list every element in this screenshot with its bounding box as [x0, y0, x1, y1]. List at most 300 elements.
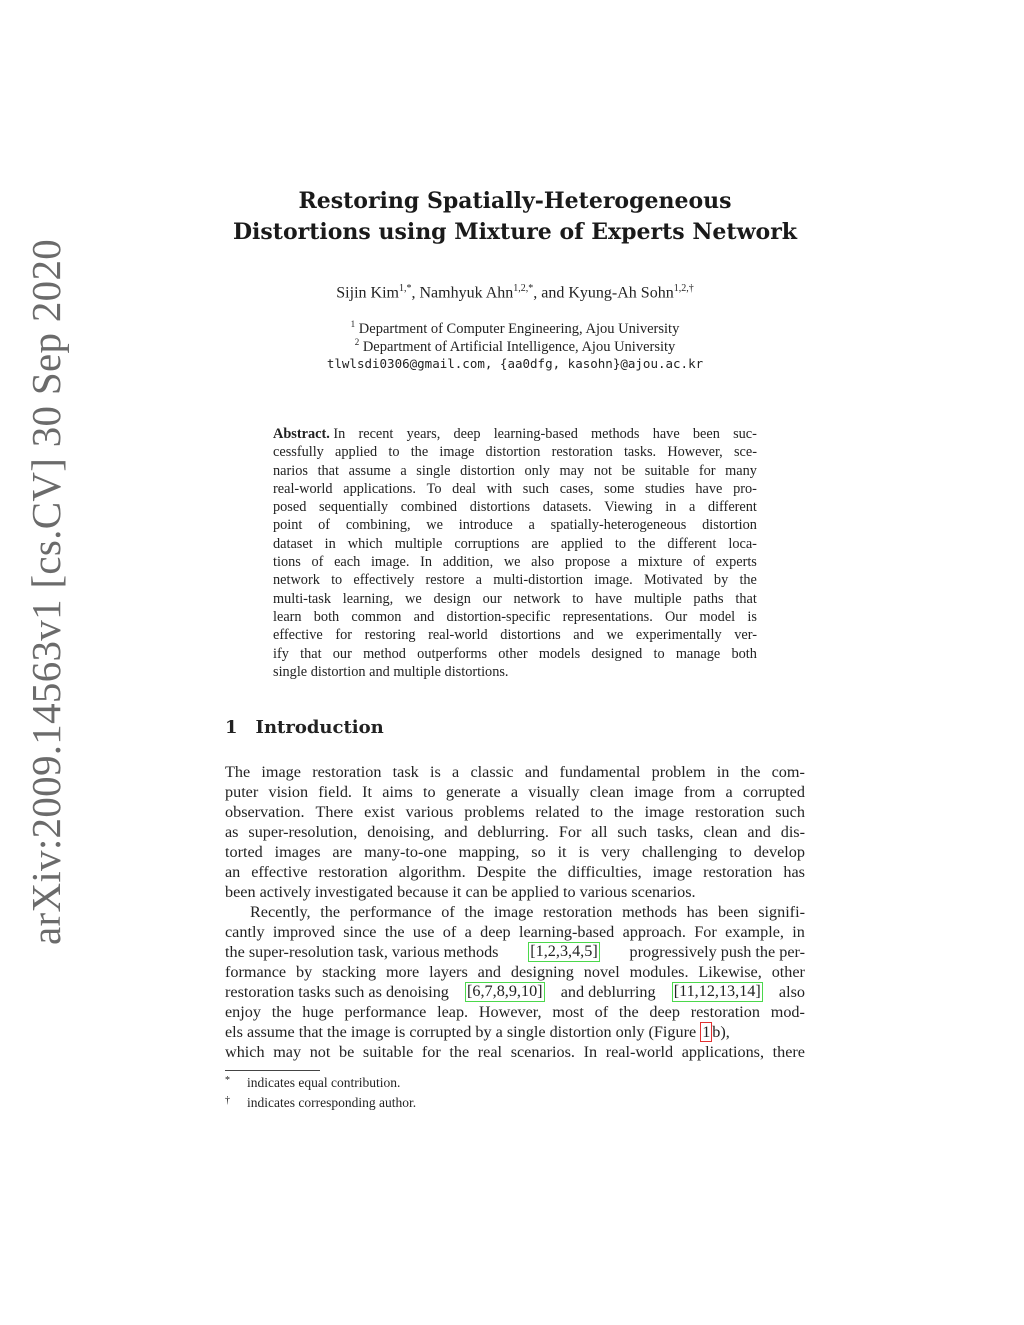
word: in — [716, 763, 730, 781]
body-text-fragment: also — [778, 983, 805, 1001]
word: a — [475, 572, 482, 589]
word: formance — [225, 963, 287, 981]
section-heading-introduction — [225, 717, 384, 738]
word: the — [618, 1003, 639, 1021]
word: pro- — [733, 480, 757, 497]
word: posed — [273, 499, 307, 516]
word: real — [477, 1043, 503, 1061]
word: signifi- — [758, 903, 805, 921]
word: for — [698, 462, 716, 479]
body-text-fragment: els assume that the image is corrupted by a single distortion only (Figure — [225, 1023, 701, 1041]
word: deep — [649, 1003, 680, 1021]
word: studies — [645, 480, 685, 497]
author-list — [200, 283, 830, 302]
word: cases, — [559, 480, 594, 497]
word: and — [524, 763, 549, 781]
word: we — [606, 627, 624, 644]
word: of — [441, 903, 455, 921]
word: designing — [510, 963, 574, 981]
word: In — [420, 554, 433, 571]
citation-link-super-resolution[interactable]: [1,2,3,4,5] — [530, 942, 598, 960]
word: both — [313, 608, 340, 625]
abstract-line — [273, 516, 757, 534]
word: restoration — [312, 763, 382, 781]
word: we — [426, 517, 443, 534]
word: difficulties, — [567, 863, 642, 881]
word: has — [783, 863, 805, 881]
word: not — [593, 462, 613, 479]
word: and — [444, 823, 468, 841]
word: for — [421, 1043, 441, 1061]
affiliation-text: Department of Artificial Intelligence, Ajou University — [362, 338, 676, 355]
word: clean — [589, 783, 624, 801]
abstract-line — [273, 608, 757, 626]
word: corrupted — [742, 783, 805, 801]
word: stacking — [322, 963, 377, 981]
word: in — [324, 535, 336, 552]
word: the — [613, 803, 634, 821]
word: Likewise, — [698, 963, 762, 981]
word: propose — [564, 554, 611, 571]
word: outperforms — [417, 645, 488, 662]
word: multiple — [633, 590, 682, 607]
word: narios — [273, 462, 308, 479]
word: of — [311, 554, 324, 571]
word: novel — [583, 963, 620, 981]
word: and — [573, 627, 594, 644]
word: paths — [693, 590, 724, 607]
word: to — [388, 444, 400, 461]
word: such — [522, 480, 549, 497]
word: cessfully — [273, 444, 324, 461]
word: in — [792, 923, 805, 941]
abstract-line — [273, 480, 757, 498]
body-line — [225, 982, 805, 1002]
word: related — [535, 803, 580, 821]
body-line: been actively investigated because it can be applied to various scenarios. — [225, 883, 696, 901]
word: dataset — [273, 535, 313, 552]
affiliation-mark: 2 — [354, 337, 360, 347]
word: real-world — [428, 627, 488, 644]
word: years, — [406, 426, 441, 442]
word: The — [225, 763, 251, 781]
word: enjoy — [225, 1003, 261, 1021]
word: the — [410, 444, 429, 461]
word: a — [464, 923, 472, 941]
word: model — [699, 608, 736, 625]
footnote-corresponding-author — [225, 1095, 416, 1111]
word: such — [775, 803, 805, 821]
word: manage — [675, 645, 721, 662]
footnote-mark: † — [225, 1095, 230, 1106]
introduction-body — [225, 762, 805, 1062]
word: restoring — [364, 627, 416, 644]
abstract-label: Abstract. — [273, 426, 330, 442]
word: deep — [480, 923, 511, 941]
word: problems — [464, 803, 525, 821]
word: huge — [302, 1003, 334, 1021]
word: learning, — [342, 590, 394, 607]
word: been — [717, 903, 749, 921]
word: For — [694, 923, 717, 941]
word: that — [300, 645, 322, 662]
word: common — [351, 608, 402, 625]
affiliation-text: Department of Computer Engineering, Ajou University — [358, 320, 680, 337]
word: assume — [348, 462, 391, 479]
word: a — [400, 462, 407, 479]
word: design — [433, 590, 471, 607]
word: clean — [703, 823, 738, 841]
word: sequentially — [318, 499, 389, 516]
word: method — [363, 645, 406, 662]
word: suitable — [644, 462, 690, 479]
word: introduce — [458, 517, 513, 534]
word: different — [667, 535, 717, 552]
section-title: Introduction — [255, 717, 384, 738]
word: a — [688, 499, 696, 516]
body-text-fragment: restoration tasks such as denoising — [225, 983, 449, 1001]
word: vision — [268, 783, 309, 801]
word: distortion — [485, 444, 541, 461]
paper-title — [200, 186, 830, 248]
word: to — [614, 535, 627, 552]
word: torted — [225, 843, 263, 861]
word: algorithm. — [398, 863, 466, 881]
word: example, — [725, 923, 784, 941]
word: recent — [358, 426, 394, 442]
word: that — [317, 462, 340, 479]
word: generate — [445, 783, 501, 801]
word: network — [273, 572, 320, 589]
body-line — [225, 802, 805, 822]
abstract-line — [273, 462, 757, 480]
word: to — [729, 843, 742, 861]
arxiv-identifier-stamp: arXiv:2009.14563v1 [cs.CV] 30 Sep 2020 — [23, 238, 69, 945]
word: modules. — [629, 963, 689, 981]
word: applications, — [681, 1043, 765, 1061]
word: spatially-heterogeneous — [550, 517, 687, 534]
word: However, — [478, 1003, 542, 1021]
word: There — [315, 803, 354, 821]
word: many-to-one — [364, 843, 447, 861]
word: combining, — [345, 517, 411, 534]
word: as — [225, 823, 239, 841]
word: multiple — [394, 535, 443, 552]
word: more — [385, 963, 420, 981]
word: to — [331, 572, 343, 589]
author-affil-mark: 1,2,† — [673, 283, 694, 294]
author-affil-mark: 1,2,* — [513, 283, 534, 294]
word: so — [531, 843, 546, 861]
word: com- — [771, 763, 805, 781]
author-name: Namhyuk Ahn — [419, 284, 514, 302]
word: is — [578, 843, 590, 861]
citation-link-deblurring[interactable]: [11,12,13,14] — [673, 982, 761, 1000]
word: most — [552, 1003, 584, 1021]
affiliation-1 — [200, 319, 830, 338]
body-line — [225, 1002, 805, 1022]
citation-link-denoising[interactable]: [6,7,8,9,10] — [467, 982, 543, 1000]
word: deblurring. — [477, 823, 549, 841]
word: a — [510, 783, 519, 801]
word: image. — [594, 572, 633, 589]
word: that — [735, 590, 757, 607]
word: designed — [591, 645, 643, 662]
word: image — [439, 444, 475, 461]
word: layers — [429, 963, 468, 981]
body-line — [225, 1022, 805, 1042]
footnote-text: indicates corresponding author. — [247, 1095, 417, 1110]
word: of — [442, 923, 457, 941]
word: to — [423, 783, 436, 801]
body-line — [225, 942, 805, 962]
footnote-equal-contribution — [225, 1075, 400, 1091]
word: is — [747, 608, 757, 625]
word: to — [590, 803, 603, 821]
word: and — [477, 963, 502, 981]
word: and — [413, 608, 435, 625]
word: our — [482, 590, 502, 607]
word: Our — [664, 608, 688, 625]
word: many — [725, 462, 757, 479]
word: a — [528, 517, 535, 534]
abstract — [273, 425, 757, 681]
word: tasks. — [623, 444, 657, 461]
word: point — [273, 517, 303, 534]
word: both — [731, 645, 757, 662]
word: mod- — [770, 1003, 805, 1021]
word: are — [531, 535, 549, 552]
word: learning-based — [493, 426, 578, 442]
word: image — [652, 863, 693, 881]
word: real-world — [273, 480, 333, 497]
word: classic — [470, 763, 514, 781]
word: all — [591, 823, 608, 841]
word: performance — [344, 1003, 427, 1021]
word: some — [604, 480, 635, 497]
word: to — [572, 590, 584, 607]
word: corruptions — [454, 535, 520, 552]
word: which — [225, 1043, 265, 1061]
word: different — [707, 499, 757, 516]
footnote-text: indicates equal contribution. — [247, 1075, 401, 1090]
word: and — [747, 823, 771, 841]
word: models — [538, 645, 581, 662]
word: real-world — [605, 1043, 674, 1061]
word: distortions — [500, 627, 561, 644]
word: For — [558, 823, 582, 841]
word: experimentally — [635, 627, 722, 644]
word: methods — [622, 903, 677, 921]
word: exist — [364, 803, 395, 821]
word: tasks, — [657, 823, 694, 841]
author-separator: , — [411, 284, 420, 302]
word: field. — [318, 783, 352, 801]
word: a — [725, 783, 733, 801]
affiliation-mark: 1 — [350, 319, 356, 329]
word: ify — [273, 645, 289, 662]
affiliation-2 — [200, 337, 830, 356]
word: various — [405, 803, 454, 821]
author-emails: tlwlsdi0306@gmail.com, {aa0dfg, kasohn}@ajou.ac.kr — [326, 356, 704, 371]
word: by — [713, 572, 729, 589]
word: image — [634, 783, 674, 801]
word: distortion — [702, 517, 757, 534]
abstract-line — [273, 425, 757, 443]
body-text-fragment: the super-resolution task, various methods — [225, 943, 499, 961]
word: images — [274, 843, 321, 861]
abstract-line — [273, 590, 757, 608]
body-line — [225, 922, 805, 942]
word: effective — [251, 863, 308, 881]
title-line-1: Restoring Spatially-Heterogeneous — [298, 188, 732, 214]
word: restoration — [551, 444, 613, 461]
word: cantly — [225, 923, 265, 941]
word: approach. — [622, 923, 686, 941]
body-line — [225, 842, 805, 862]
author-affil-mark: 1,* — [398, 283, 412, 294]
word: observation. — [225, 803, 305, 821]
word: we — [405, 590, 422, 607]
body-line — [225, 1042, 805, 1062]
word: of — [318, 517, 331, 534]
body-text-fragment — [225, 1022, 730, 1042]
word: distortions — [469, 499, 531, 516]
word: is — [429, 763, 441, 781]
word: has — [686, 903, 709, 921]
word: learn — [273, 608, 302, 625]
word: for — [335, 627, 353, 644]
word: addition, — [442, 554, 494, 571]
word: also — [531, 554, 555, 571]
figure-reference-link[interactable]: 1 — [702, 1023, 711, 1041]
word: it — [557, 843, 567, 861]
word: each — [334, 554, 361, 571]
word: image. — [370, 554, 410, 571]
abstract-line-text — [333, 425, 757, 443]
word: In — [333, 426, 346, 442]
word: applied — [560, 535, 603, 552]
word: which — [347, 535, 383, 552]
word: sce- — [733, 444, 757, 461]
word: since — [343, 923, 377, 941]
word: use — [412, 923, 435, 941]
word: the — [384, 923, 405, 941]
title-line-2: Distortions using Mixture of Experts Network — [232, 219, 798, 245]
word: scenarios. — [510, 1043, 575, 1061]
word: from — [683, 783, 716, 801]
word: distortion — [460, 462, 515, 479]
word: very — [601, 843, 630, 861]
word: of — [594, 1003, 609, 1021]
word: are — [332, 843, 353, 861]
word: restoration — [703, 863, 773, 881]
body-line — [225, 862, 805, 882]
body-text-fragment: and deblurring — [560, 983, 656, 1001]
author-name: Sijin Kim — [336, 284, 399, 302]
footnote-divider — [225, 1070, 320, 1071]
word: a — [452, 763, 460, 781]
word: effective — [273, 627, 323, 644]
word: methods — [591, 426, 640, 442]
word: of — [692, 554, 705, 571]
abstract-line — [273, 626, 757, 644]
word: To — [426, 480, 442, 497]
word: with — [486, 480, 513, 497]
word: may — [273, 1043, 302, 1061]
word: the — [637, 535, 656, 552]
word: puter — [225, 783, 259, 801]
word: we — [503, 554, 521, 571]
word: be — [339, 1043, 355, 1061]
word: single — [416, 462, 451, 479]
word: an — [225, 863, 241, 881]
body-line — [225, 762, 805, 782]
word: multi-task — [273, 590, 331, 607]
abstract-line — [273, 443, 757, 461]
word: representations. — [562, 608, 653, 625]
word: experts — [715, 554, 757, 571]
word: visually — [528, 783, 580, 801]
abstract-line — [273, 535, 757, 553]
word: Despite — [476, 863, 527, 881]
word: been — [692, 426, 720, 442]
section-number: 1 — [225, 717, 238, 738]
word: Motivated — [643, 572, 703, 589]
word: suitable — [362, 1043, 414, 1061]
word: deal — [452, 480, 476, 497]
word: restoration — [695, 803, 765, 821]
word: other — [498, 645, 528, 662]
word: However, — [667, 444, 723, 461]
body-text-fragment: progressively push the per- — [629, 943, 805, 961]
word: image — [644, 803, 685, 821]
word: mapping, — [458, 843, 520, 861]
body-text-fragment: b), — [712, 1023, 730, 1041]
word: develop — [753, 843, 805, 861]
word: restoration — [543, 903, 613, 921]
word: dis- — [780, 823, 805, 841]
word: suc- — [733, 426, 757, 442]
word: image — [493, 903, 534, 921]
word: the — [320, 903, 341, 921]
word: multi-distortion — [493, 572, 583, 589]
word: the — [271, 1003, 292, 1021]
word: mixture — [637, 554, 683, 571]
abstract-line: single distortion and multiple distortions. — [273, 663, 509, 680]
word: have — [595, 590, 623, 607]
abstract-line — [273, 498, 757, 516]
word: other — [771, 963, 805, 981]
body-line — [225, 822, 805, 842]
word: the — [464, 903, 485, 921]
word: task — [392, 763, 419, 781]
word: the — [739, 572, 757, 589]
word: challenging — [641, 843, 718, 861]
word: super-resolution, — [248, 823, 358, 841]
word: not — [309, 1043, 331, 1061]
body-line — [225, 902, 805, 922]
author-name: Kyung-Ah Sohn — [568, 284, 674, 302]
word: the — [740, 763, 761, 781]
word: have — [695, 480, 723, 497]
word: problem — [651, 763, 706, 781]
word: aims — [382, 783, 413, 801]
body-line — [225, 962, 805, 982]
word: distortion-specific — [446, 608, 551, 625]
body-line — [225, 782, 805, 802]
word: combined — [400, 499, 458, 516]
